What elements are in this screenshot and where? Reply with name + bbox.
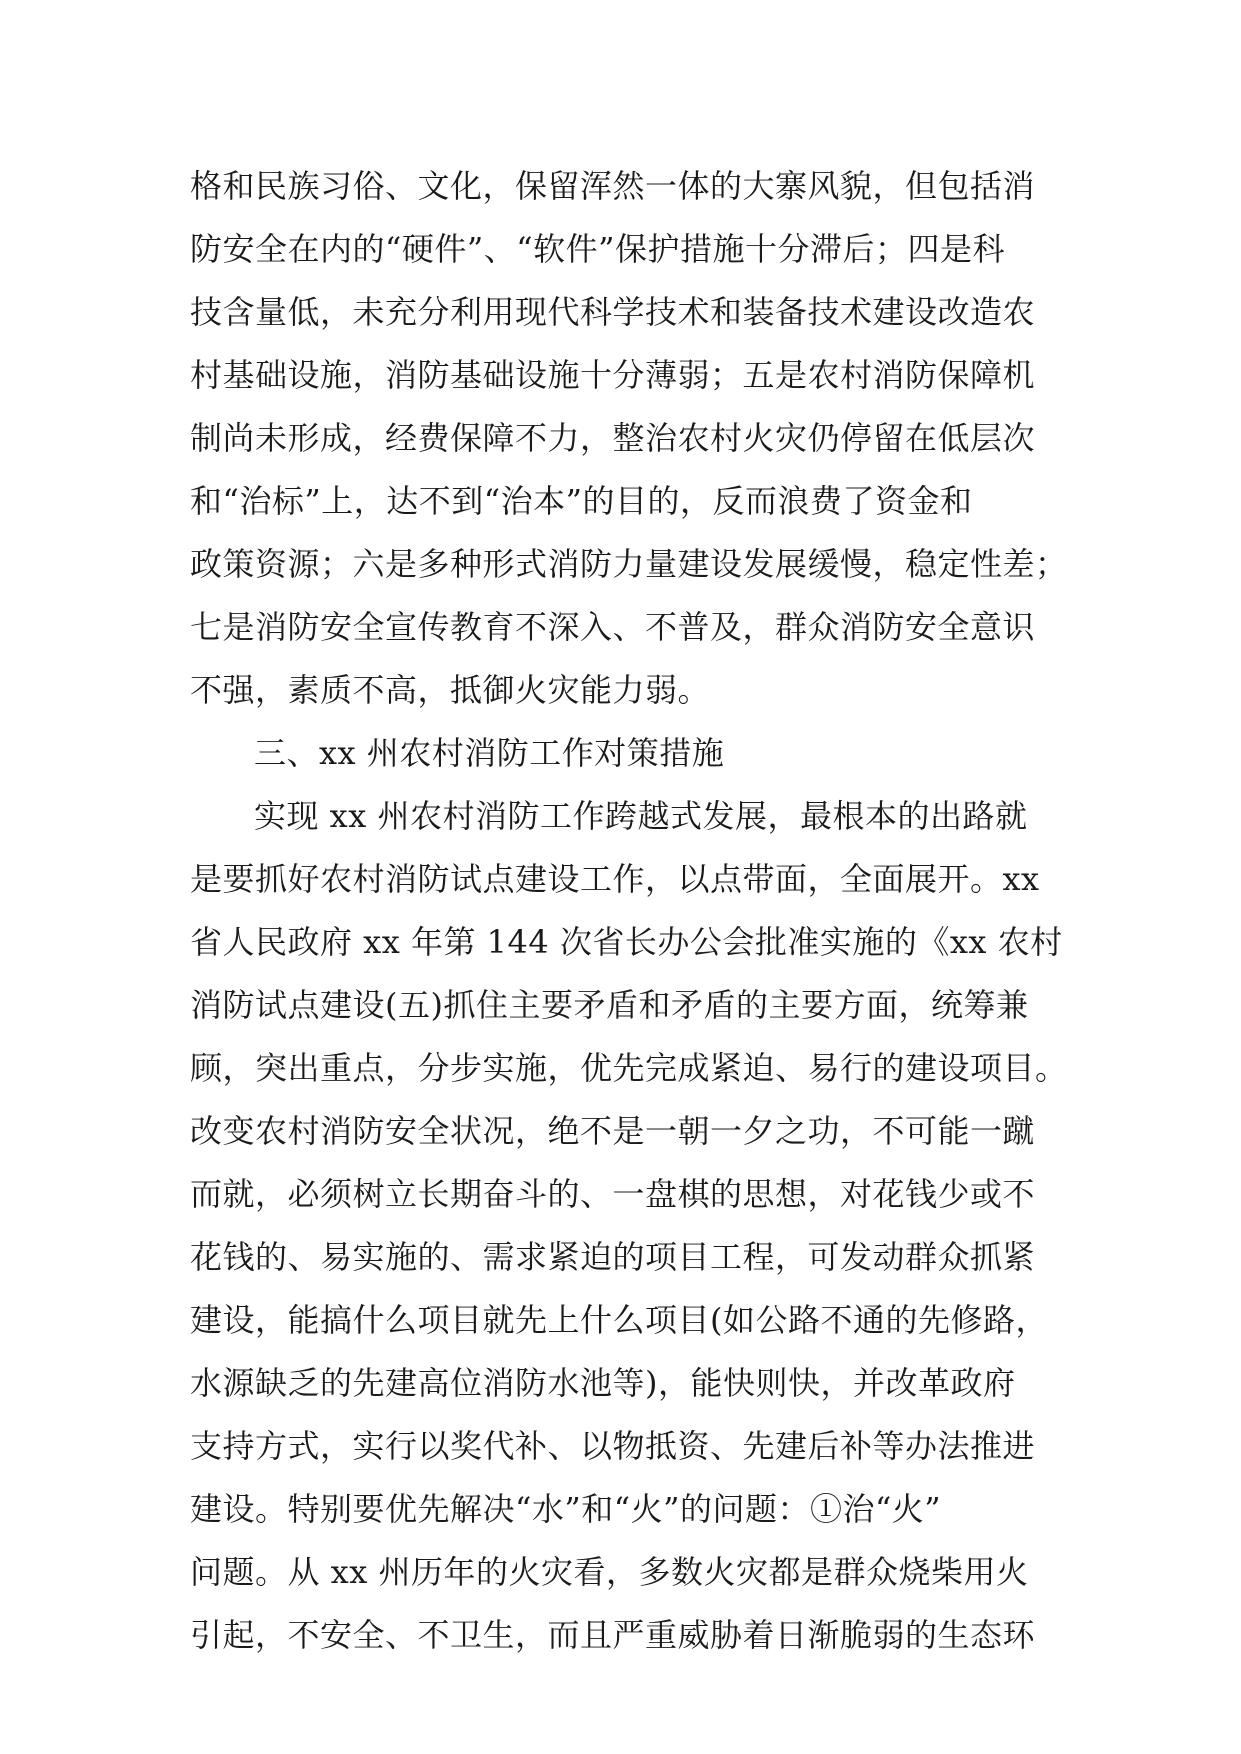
text-line: 消防试点建设(五)抓住主要矛盾和矛盾的主要方面，统筹兼 [190, 986, 1029, 1024]
text-line: 是要抓好农村消防试点建设工作，以点带面，全面展开。xx [190, 860, 1040, 898]
text-line: 技含量低，未充分利用现代科学技术和装备技术建设改造农 [190, 293, 1036, 331]
text-line: 省人民政府 xx 年第 144 次省长办公会批准实施的《xx 农村 [190, 923, 1063, 961]
text-line: 格和民族习俗、文化，保留浑然一体的大寨风貌，但包括消 [190, 167, 1036, 205]
text-line: 七是消防安全宣传教育不深入、不普及，群众消防安全意识 [190, 608, 1036, 646]
text-line: 和“治标”上，达不到“治本”的目的，反而浪费了资金和 [190, 482, 973, 520]
text-line: 制尚未形成，经费保障不力，整治农村火灾仍停留在低层次 [190, 419, 1036, 457]
section-heading: 三、xx 州农村消防工作对策措施 [254, 734, 725, 772]
text-line: 不强，素质不高，抵御火灾能力弱。 [190, 671, 711, 709]
text-line: 建设。特别要优先解决“水”和“火”的问题：①治“火” [190, 1490, 942, 1528]
text-line: 花钱的、易实施的、需求紧迫的项目工程，可发动群众抓紧 [190, 1238, 1036, 1276]
document-body [190, 155, 1068, 1667]
paragraph-first-line: 实现 xx 州农村消防工作跨越式发展，最根本的出路就 [254, 797, 1028, 835]
text-line: 水源缺乏的先建高位消防水池等)，能快则快，并改革政府 [190, 1364, 1016, 1402]
text-line: 防安全在内的“硬件”、“软件”保护措施十分滞后；四是科 [190, 230, 1005, 268]
text-line: 问题。从 xx 州历年的火灾看，多数火灾都是群众烧柴用火 [190, 1553, 1029, 1591]
text-line: 支持方式，实行以奖代补、以物抵资、先建后补等办法推进 [190, 1427, 1036, 1465]
text-line: 改变农村消防安全状况，绝不是一朝一夕之功，不可能一蹴 [190, 1112, 1036, 1150]
text-line: 引起，不安全、不卫生，而且严重威胁着日渐脆弱的生态环 [190, 1616, 1036, 1654]
text-line: 顾，突出重点，分步实施，优先完成紧迫、易行的建设项目。 [190, 1049, 1068, 1087]
text-line: 村基础设施，消防基础设施十分薄弱；五是农村消防保障机 [190, 356, 1036, 394]
text-line: 而就，必须树立长期奋斗的、一盘棋的思想，对花钱少或不 [190, 1175, 1036, 1213]
text-line: 建设，能搞什么项目就先上什么项目(如公路不通的先修路， [190, 1301, 1048, 1339]
text-line: 政策资源；六是多种形式消防力量建设发展缓慢，稳定性差； [190, 545, 1068, 583]
